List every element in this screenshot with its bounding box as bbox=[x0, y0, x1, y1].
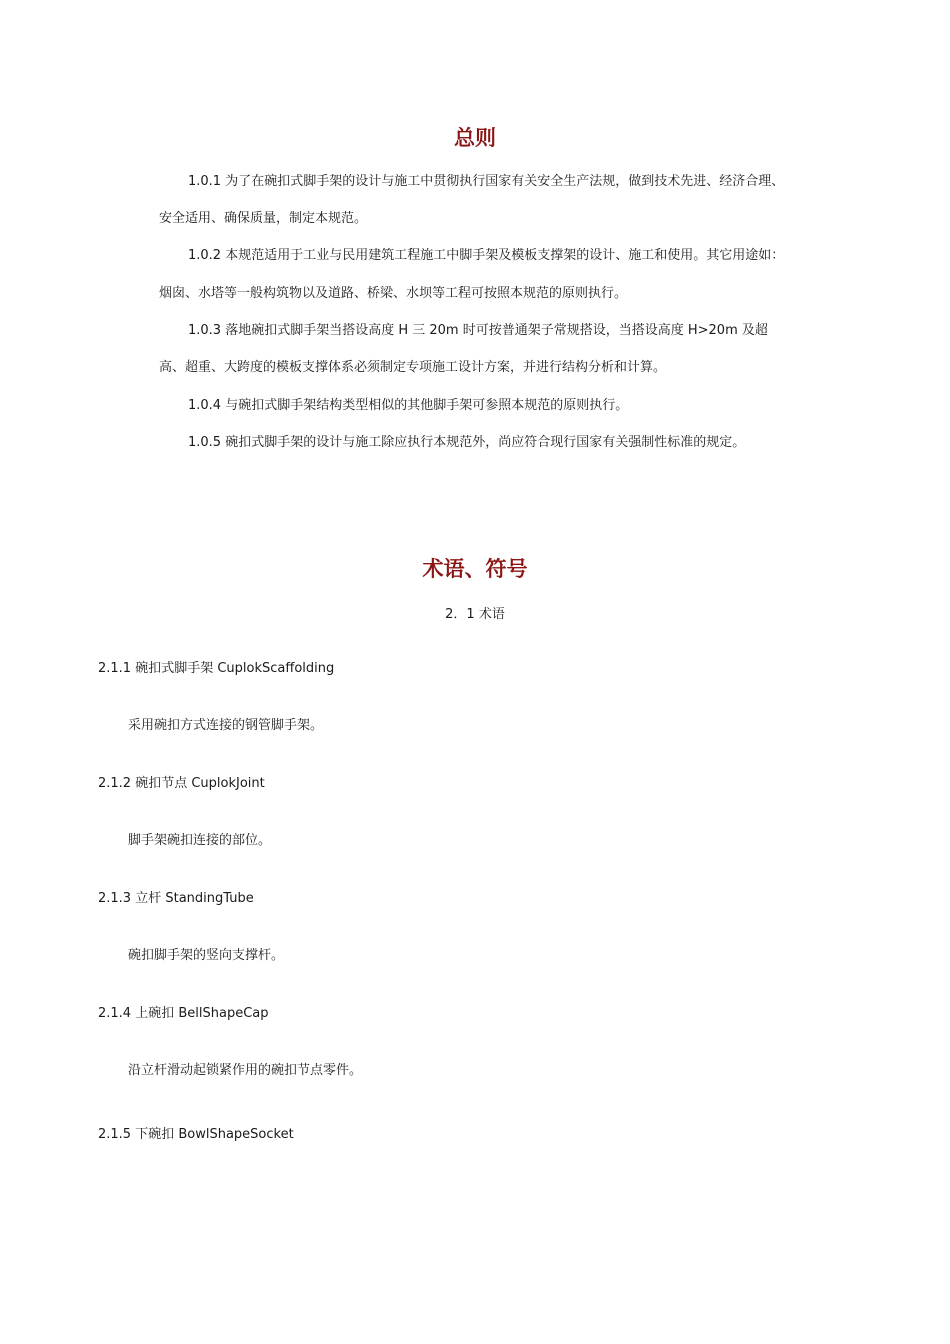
term-2-1-2-desc: 脚手架碗扣连接的部位。 bbox=[128, 833, 272, 848]
term-2-1-4-desc: 沿立杆滑动起锁紧作用的碗扣节点零件。 bbox=[128, 1063, 363, 1078]
paragraph-1-0-1-line2: 安全适用、确保质量，制定本规范。 bbox=[159, 211, 368, 226]
term-2-1-3-desc: 碗扣脚手架的竖向支撑杆。 bbox=[128, 948, 285, 963]
term-2-1-5-head: 2.1.5 下碗扣 BowlShapeSocket bbox=[98, 1127, 294, 1142]
term-2-1-4-head: 2.1.4 上碗扣 BellShapeCap bbox=[98, 1006, 269, 1021]
paragraph-1-0-5: 1.0.5 碗扣式脚手架的设计与施工除应执行本规范外，尚应符合现行国家有关强制性标准的规定。 bbox=[188, 435, 746, 450]
paragraph-1-0-4: 1.0.4 与碗扣式脚手架结构类型相似的其他脚手架可参照本规范的原则执行。 bbox=[188, 398, 629, 413]
paragraph-1-0-3-line1: 1.0.3 落地碗扣式脚手架当搭设高度 H 三 20m 时可按普通架子常规搭设，当搭设高度 H>20m 及超 bbox=[188, 323, 768, 338]
section-title-terms: 术语、符号 bbox=[422, 557, 528, 581]
subsection-title-terms: 2．1 术语 bbox=[445, 607, 505, 622]
paragraph-1-0-2-line2: 烟囱、水塔等一般构筑物以及道路、桥梁、水坝等工程可按照本规范的原则执行。 bbox=[159, 286, 628, 301]
paragraph-1-0-2-line1: 1.0.2 本规范适用于工业与民用建筑工程施工中脚手架及模板支撑架的设计、施工和使用。其它用途如： bbox=[188, 248, 785, 263]
term-2-1-1-head: 2.1.1 碗扣式脚手架 CuplokScaffolding bbox=[98, 661, 335, 676]
term-2-1-1-desc: 采用碗扣方式连接的钢管脚手架。 bbox=[128, 718, 324, 733]
paragraph-1-0-1-line1: 1.0.1 为了在碗扣式脚手架的设计与施工中贯彻执行国家有关安全生产法规，做到技术先进、经济合理、 bbox=[188, 174, 785, 189]
term-2-1-3-head: 2.1.3 立杆 StandingTube bbox=[98, 891, 254, 906]
term-2-1-2-head: 2.1.2 碗扣节点 CuplokJoint bbox=[98, 776, 265, 791]
paragraph-1-0-3-line2: 高、超重、大跨度的模板支撑体系必须制定专项施工设计方案，并进行结构分析和计算。 bbox=[159, 360, 667, 375]
section-title-general: 总则 bbox=[454, 126, 496, 150]
